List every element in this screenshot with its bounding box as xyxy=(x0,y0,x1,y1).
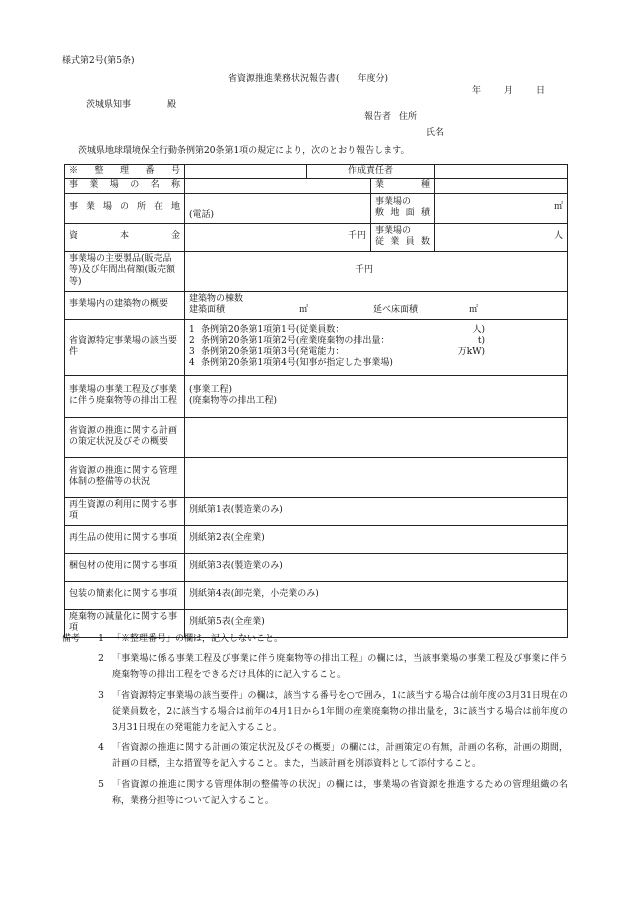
requirements-list xyxy=(185,319,568,375)
location-label: 事業場の所在地 xyxy=(65,193,185,223)
waste-reduction-label: 廃棄物の減量化に関する事項 xyxy=(65,609,185,637)
employees-value xyxy=(435,223,568,251)
location-value xyxy=(185,193,371,223)
site-area-value xyxy=(435,193,568,223)
row-requirements xyxy=(65,319,568,375)
process-business-label: (事業工程) xyxy=(189,384,233,395)
row-buildings xyxy=(65,291,568,319)
row-location xyxy=(65,193,568,223)
industry-label: 業 種 xyxy=(371,179,435,193)
buildings-value xyxy=(185,291,568,319)
recycled-resources-value: 別紙第1表(製造業のみ) xyxy=(185,497,568,525)
building-area-unit: ㎡ xyxy=(299,305,309,315)
notes-heading: 備考 xyxy=(62,634,81,644)
row-products xyxy=(65,251,568,291)
floor-area-unit: ㎡ xyxy=(469,305,479,315)
phone-label: (電話) xyxy=(189,210,215,221)
plan-value[interactable] xyxy=(185,417,568,457)
building-count-label: 建築物の棟数 xyxy=(189,293,244,304)
capital-value xyxy=(185,223,371,251)
creator-value xyxy=(435,165,568,179)
addressee: 茨城県知事 殿 xyxy=(86,100,177,110)
row-registration xyxy=(65,165,568,179)
packaging-value: 別紙第3表(製造業のみ) xyxy=(185,553,568,581)
row-business-name xyxy=(65,179,568,193)
row-simplification xyxy=(65,581,568,609)
requirement-item-2[interactable]: 2 条例第20条第1項第2号(産業廃棄物の排出量： t) xyxy=(189,335,485,346)
employees-label: 事業場の 従業員数 xyxy=(371,223,435,251)
note-item-5: 5 「省資源の推進に関する管理体制の整備等の状況」の欄には，事業場の省資源を推進するための管理組織の名称，業務分担等について記入すること。 xyxy=(98,779,568,806)
note-item-2: 2 「事業場に係る事業工程及び事業に伴う廃棄物等の排出工程」の欄には，当該事業場の事業工程及び事業に伴う廃棄物等の排出工程をできるだけ具体的に記入すること。 xyxy=(98,654,568,681)
system-value[interactable] xyxy=(185,457,568,497)
reporter-address-line xyxy=(364,112,417,123)
creator-label: 作成責任者 xyxy=(307,165,435,179)
address-label: 住所 xyxy=(399,112,418,122)
row-capital xyxy=(65,223,568,251)
date-day: 日 xyxy=(536,86,546,96)
name-label: 氏名 xyxy=(426,128,445,138)
floor-area-label: 延べ床面積 xyxy=(373,305,419,315)
process-value xyxy=(185,375,568,417)
note-item-1: 備考 1 「※整理番号」の欄は，記入しないこと。 xyxy=(62,631,568,647)
row-system xyxy=(65,457,568,497)
system-label: 省資源の推進に関する管理体制の整備等の状況 xyxy=(65,457,185,497)
products-value xyxy=(185,251,568,291)
recycled-resources-label: 再生資源の利用に関する事項 xyxy=(65,497,185,525)
recycled-products-value: 別紙第2表(全産業) xyxy=(185,525,568,553)
products-label: 事業場の主要製品(販売品等)及び年間出荷額(販売額等) xyxy=(65,251,185,291)
capital-label: 資 本 金 xyxy=(65,223,185,251)
business-name-label: 事業場の名称 xyxy=(65,179,185,193)
process-label: 事業場の事業工程及び事業に伴う廃棄物等の排出工程 xyxy=(65,375,185,417)
note-item-3: 3 「省資源特定事業場の該当要件」の欄は，該当する番号を○で囲み，1に該当する場合は前年度の3月31日現在の従業員数を，2に該当する場合は前年の4月1日から1年間の産業廃棄物の排出量を，3に該当する場合は前年度の3月31日現在の発電能力を記入すること。 xyxy=(98,690,568,733)
thousand-yen-unit: 千円 xyxy=(347,231,366,242)
requirement-label: 省資源特定事業場の該当要件 xyxy=(65,319,185,375)
row-process xyxy=(65,375,568,417)
site-area-label: 事業場の 敷地面積 xyxy=(371,193,435,223)
document-title: 省資源推進業務状況報告書( 年度分) xyxy=(228,74,389,84)
form-number: 様式第2号(第5条) xyxy=(62,56,135,66)
waste-reduction-value: 別紙第5表(全産業) xyxy=(185,609,568,637)
requirement-item-1[interactable]: 1 条例第20条第1項第1号(従業員数： 人) xyxy=(189,324,485,335)
business-name-value xyxy=(185,179,371,193)
note-item-4: 4 「省資源の推進に関する計画の策定状況及びその概要」の欄には，計画策定の有無，計画の名称，計画の期間，計画の目標，主な措置等を記入すること。また，当該計画を別添資料として添付すること。 xyxy=(98,743,568,770)
simplification-value: 別紙第4表(卸売業，小売業のみ) xyxy=(185,581,568,609)
packaging-label: 梱包材の使用に関する事項 xyxy=(65,553,185,581)
requirement-item-4[interactable]: 4 条例第20条第1項第4号(知事が指定した事業場) xyxy=(189,358,393,369)
persons-unit: 人 xyxy=(554,231,564,242)
row-recycled-products xyxy=(65,525,568,553)
date-year: 年 xyxy=(472,86,482,96)
products-unit: 千円 xyxy=(354,265,373,276)
row-plan xyxy=(65,417,568,457)
notes-section xyxy=(62,631,568,813)
industry-value xyxy=(435,179,568,193)
reg-no-value xyxy=(185,165,307,179)
sqm-unit: ㎡ xyxy=(554,202,564,213)
requirement-item-3[interactable]: 3 条例第20条第1項第3号(発電能力： 万kW) xyxy=(189,347,485,357)
report-form-table xyxy=(64,164,568,638)
process-waste-label: (廃棄物等の排出工程) xyxy=(189,396,278,406)
building-area-label: 建築面積 xyxy=(189,305,226,315)
recycled-products-label: 再生品の使用に関する事項 xyxy=(65,525,185,553)
row-recycled-resources xyxy=(65,497,568,525)
buildings-label: 事業場内の建築物の概要 xyxy=(65,291,185,319)
intro-statement: 茨城県地球環境保全行動条例第20条第1項の規定により，次のとおり報告します。 xyxy=(78,146,410,156)
row-packaging xyxy=(65,553,568,581)
date-month: 月 xyxy=(504,86,514,96)
plan-label: 省資源の推進に関する計画の策定状況及びその概要 xyxy=(65,417,185,457)
reporter-label: 報告者 xyxy=(364,112,392,122)
simplification-label: 包装の簡素化に関する事項 xyxy=(65,581,185,609)
reg-no-label: ※ 整 理 番 号 xyxy=(65,165,185,179)
